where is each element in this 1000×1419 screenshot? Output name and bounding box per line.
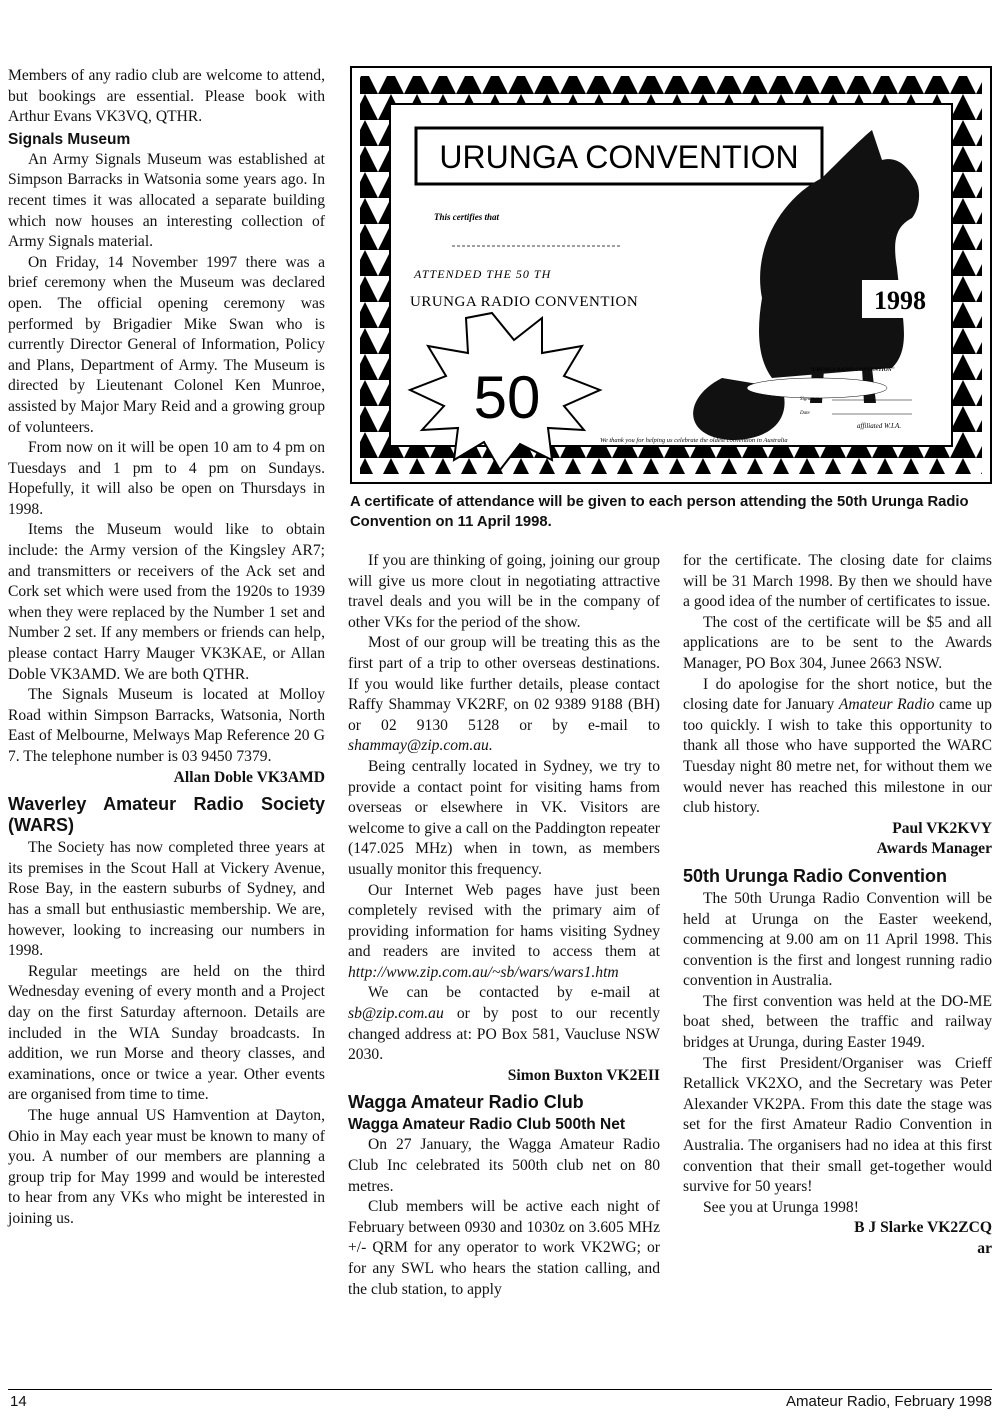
- paragraph: The Society has now completed three years at its premises in the Scout Hall at Vickery Avenue, Rose Bay, in the eastern suburbs of Sydney, and has a small but enthusiastic membership. We are, however, looking to increasing our numbers in 1998.: [8, 839, 325, 960]
- starburst-number: 50: [473, 364, 541, 431]
- author-signature: Simon Buxton VK2EII: [507, 1066, 660, 1084]
- section-heading-wagga: Wagga Amateur Radio Club: [348, 1092, 584, 1113]
- certificate-convention: URUNGA RADIO CONVENTION: [410, 294, 639, 310]
- paragraph: The first President/Organiser was Crieff Retallick VK2XO, and the Secretary was Peter Alexander VK2PA. From this date the stage was set for the first Amateur Radio Convention in Australia. The organisers had no idea at this first convention that their small get-together would survive for 50 years!: [683, 1054, 992, 1196]
- page-number: 14: [10, 1393, 27, 1410]
- certificate-affiliated: affiliated W.I.A.: [857, 422, 902, 430]
- certificate-image: [350, 66, 992, 484]
- certificate-signature-label: Signature: [800, 397, 820, 402]
- author-signature: Allan Doble VK3AMD: [173, 768, 325, 786]
- paragraph: [348, 881, 660, 984]
- paragraph: The 50th Urunga Radio Convention will be held at Urunga on the Easter weekend, commencing at 9.00 am on 11 April 1998. This convention is the first and longest running radio convention in Australia.: [683, 889, 992, 990]
- wars-url: http://www.zip.com.au/~sb/wars/wars1.htm: [348, 963, 619, 981]
- paragraph: From now on it will be open 10 am to 4 pm on Tuesdays and 1 pm to 4 pm on Sundays. Hopefully, it will also be open on Thursdays in 1998.: [8, 439, 325, 518]
- paragraph-text: I do apologise for the short notice, but the closing date for January: [683, 675, 992, 714]
- paragraph: See you at Urunga 1998!: [703, 1198, 859, 1216]
- author-signature: Paul VK2KVY: [892, 819, 992, 837]
- paragraph: [348, 633, 660, 757]
- subheading-wagga-500th: Wagga Amateur Radio Club 500th Net: [348, 1116, 626, 1134]
- column-left: [8, 66, 325, 1229]
- paragraph: [348, 983, 660, 1065]
- paragraph: Being centrally located in Sydney, we try to provide a contact point for visiting hams from overseas or elsewhere in VK. Visitors are welcome to give a call on the Paddington repeater (147.025 MHz) when in town, as members usually monitor this frequency.: [348, 757, 660, 878]
- email-shammay: shammay@zip.com.au.: [348, 737, 493, 755]
- paragraph: On 27 January, the Wagga Amateur Radio Club Inc celebrated its 500th club net on 80 metres.: [348, 1136, 660, 1195]
- end-mark: ar: [977, 1240, 992, 1257]
- paragraph-text: Most of our group will be treating this as the first part of a trip to other overseas destinations. If you would like further details, please contact Raffy Shammay VK2RF, on 02 9389 9188 (BH) or 02 9130 5128 or by e-mail to: [348, 634, 660, 734]
- certificate-fox-label: "URUNGA RADIO CONVENTION": [809, 367, 895, 373]
- footer-rule: [8, 1389, 992, 1390]
- paragraph: An Army Signals Museum was established at Simpson Barracks in Watsonia some years ago. In recent times it was allocated a separate building which now houses an interesting collection of Army Signals material.: [8, 150, 325, 251]
- publication-name: Amateur Radio: [838, 696, 935, 714]
- paragraph-text: Our Internet Web pages have just been completely revised with the primary aim of providing information for hams visiting Sydney and readers are invited to access them at: [348, 881, 660, 961]
- paragraph: for the certificate. The closing date for claims will be 31 March 1998. By then we should have a good idea of the number of certificates to issue.: [683, 552, 992, 611]
- paragraph: The Signals Museum is located at Molloy Road within Simpson Barracks, Watsonia, North East of Melbourne, Melways Map Reference 20 G 7. The telephone number is 03 9450 7379.: [8, 686, 325, 765]
- paragraph: The first convention was held at the DO-ME boat shed, between the traffic and railway bridges at Urunga, during Easter 1949.: [683, 992, 992, 1052]
- paragraph: Regular meetings are held on the third Wednesday evening of every month and a Project day on the first Saturday afternoon. Details are included in the WIA Sunday broadcasts. In addition, we run Morse and theory classes, and examinations, once or twice a year. Other events are organised from time to time.: [8, 962, 325, 1104]
- paragraph-text: We can be contacted by e-mail at: [368, 984, 660, 1002]
- column-right: [683, 551, 992, 1260]
- paragraph: The huge annual US Hamvention at Dayton, Ohio in May each year must be known to many of you. A number of our members are planning a group trip for May 1999 and would be interested to hear from any VKs who might be interested in joining us.: [8, 1106, 325, 1227]
- author-title: Awards Manager: [876, 840, 992, 858]
- certificate-caption: A certificate of attendance will be given to each person attending the 50th Urunga Radio Convention on 11 April 1998.: [350, 494, 969, 530]
- paragraph: Club members will be active each night of February between 0930 and 1030z on 3.605 MHz +/- QRM for any operator to work VK2WG; or for any SWL who hears the station calling, and the club station, to apply: [348, 1198, 660, 1298]
- column-middle: [348, 551, 660, 1300]
- paragraph: [683, 675, 992, 819]
- certificate-thanks: We thank you for helping us celebrate the oldest convention in Australia: [600, 437, 788, 444]
- paragraph: Items the Museum would like to obtain include: the Army version of the Kingsley AR7; and transmitters or receivers of the Ack set and Cork set which were used from the 1920s to 1939 when they were replaced by the Number 1 set and Number 2 set. If any members or friends can help, please contact Harry Mauger VK3KAE, or Allan Doble VK3AMD. We are both QTHR.: [8, 521, 325, 683]
- paragraph: Members of any radio club are welcome to attend, but bookings are essential. Please book with Arthur Evans VK3VQ, QTHR.: [8, 67, 325, 126]
- section-heading-signals-museum: Signals Museum: [8, 130, 131, 148]
- certificate-certifies: This certifies that: [434, 212, 499, 222]
- certificate-attended: ATTENDED THE 50 TH: [414, 267, 552, 281]
- author-signature: B J Slarke VK2ZCQ: [854, 1219, 992, 1237]
- section-heading-urunga: 50th Urunga Radio Convention: [683, 865, 948, 886]
- paragraph: If you are thinking of going, joining our group will give us more clout in negotiating attractive travel deals and you will be in the company of other VKs for the period of the show.: [348, 552, 660, 631]
- certificate-date-label: Date: [800, 411, 810, 416]
- section-heading-wars: Waverley Amateur Radio Society (WARS): [8, 794, 325, 836]
- certificate-title: URUNGA CONVENTION: [439, 139, 799, 175]
- paragraph: On Friday, 14 November 1997 there was a brief ceremony when the Museum was declared open. The official opening ceremony was performed by Brigadier Mike Swan who is currently Director General of Information, Policy and Plans, Department of Army. The Museum is directed by Lieutenant Colonel Ken Munroe, assisted by Major Mary Reid and a growing group of volunteers.: [8, 253, 325, 436]
- paragraph: The cost of the certificate will be $5 and all applications are to be sent to the Awards Manager, PO Box 304, Junee 2663 NSW.: [683, 613, 992, 672]
- paragraph-text: came up too quickly. I wish to take this opportunity to thank all those who have supported the WARC Tuesday night 80 metre net, for without them we would never has reached this milestone in our club history.: [683, 696, 992, 817]
- email-sb: sb@zip.com.au: [348, 1005, 444, 1023]
- publication-footer: Amateur Radio, February 1998: [786, 1393, 992, 1410]
- paragraph-text: or by post to our recently changed address at: PO Box 581, Vaucluse NSW 2030.: [348, 1005, 660, 1064]
- certificate-year: 1998: [874, 286, 926, 315]
